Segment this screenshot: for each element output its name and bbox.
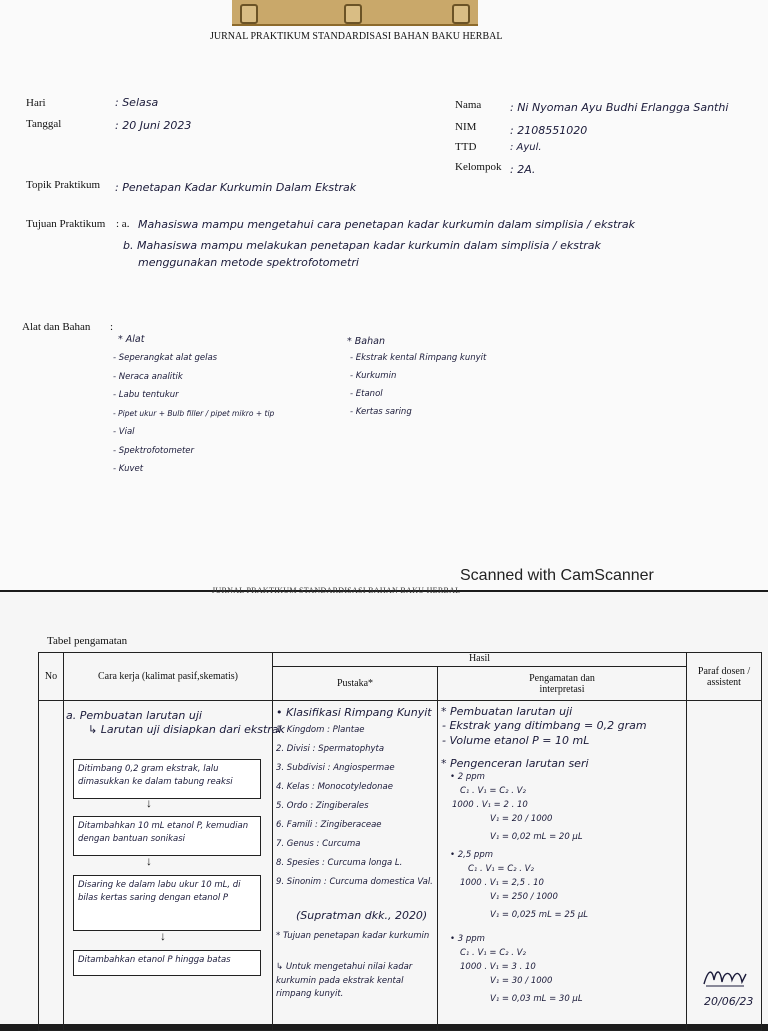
nim-label: NIM [455,121,477,133]
obs-line: - Volume etanol P = 10 mL [442,734,590,747]
pustaka-classification [276,725,436,907]
tujuan-b: b. Mahasiswa mampu melakukan penetapan kadar kurkumin dalam simplisia / ekstrak [123,239,601,252]
dilution-formula: 1000 . V₁ = 2,5 . 10 [460,878,544,888]
alat-bahan-colon: : [110,321,114,333]
topik-label: Topik Praktikum [26,179,101,191]
tujuan-a: Mahasiswa mampu mengetahui cara penetapan kadar kurkumin dalam simplisia / ekstrak [138,218,636,231]
classification-row: 7. Genus : Curcuma [276,839,361,849]
alat-item: - Neraca analitik [113,371,183,382]
dilution-result: V₁ = 0,03 mL = 30 µL [490,994,583,1004]
classification-row: 6. Famili : Zingiberaceae [276,820,382,830]
nama-value: : Ni Nyoman Ayu Budhi Erlangga Santhi [510,101,729,114]
header-no: No [39,653,64,701]
scanner-watermark: Scanned with CamScanner [460,567,654,584]
alat-item: - Pipet ukur + Bulb filler / pipet mikro + tip [113,408,275,418]
dilution-2-5ppm [450,850,680,924]
tanggal-label: Tanggal [26,118,62,130]
dilution-label: • 2,5 ppm [450,850,494,860]
dilution-result: V₁ = 0,025 mL = 25 µL [490,910,588,920]
tanggal-value: : 20 Juni 2023 [115,119,192,132]
classification-row: 1. Kingdom : Plantae [276,725,365,735]
cara-step-box: Ditimbang 0,2 gram ekstrak, lalu dimasukkan ke dalam tabung reaksi [73,759,261,799]
tujuan-label: Tujuan Praktikum [26,218,106,230]
header-pustaka: Pustaka* [273,667,438,701]
kelompok-value: : 2A. [510,163,536,176]
header-paraf [687,653,762,701]
cara-step-box: Ditambahkan 10 mL etanol P, kemudian dengan bantuan sonikasi [73,816,261,856]
alat-item: - Spektrofotometer [113,445,195,456]
alat-item: - Labu tentukur [113,390,179,400]
dilution-formula: C₁ . V₁ = C₂ . V₂ [460,786,526,796]
hari-label: Hari [26,97,46,109]
bahan-item: - Kertas saring [350,407,412,417]
classification-row: 5. Ordo : Zingiberales [276,801,369,811]
dilution-formula: C₁ . V₁ = C₂ . V₂ [460,948,526,958]
clipboard-clip [232,0,478,26]
cara-a-title: a. Pembuatan larutan uji [66,709,202,722]
dilution-formula: V₁ = 30 / 1000 [490,976,553,986]
classification-row: 8. Spesies : Curcuma longa L. [276,858,403,868]
journal-title: JURNAL PRAKTIKUM STANDARDISASI BAHAN BAKU HERBAL [210,31,503,42]
pustaka-citation: (Supratman dkk., 2020) [296,909,428,922]
cara-a-sub: ↳ Larutan uji disiapkan dari ekstrak [88,723,285,736]
ttd-label: TTD [455,141,477,153]
header-cara-kerja: Cara kerja (kalimat pasif,skematis) [64,653,273,701]
arrow-down-icon: ↓ [146,796,152,810]
kelompok-label: Kelompok [455,161,502,173]
bahan-item: - Kurkumin [350,371,397,381]
obs-heading-larutan-uji: * Pembuatan larutan uji [441,705,573,718]
dilution-3ppm [450,934,680,1008]
classification-row: 9. Sinonim : Curcuma domestica Val. [276,877,433,887]
cara-step-box: Disaring ke dalam labu ukur 10 mL, di bilas kertas saring dengan etanol P [73,875,261,931]
dilution-formula: V₁ = 20 / 1000 [490,814,553,824]
alat-item: - Kuvet [113,464,144,474]
alat-item: - Vial [113,427,135,437]
dilution-label: • 2 ppm [450,772,485,782]
classification-row: 4. Kelas : Monocotyledonae [276,782,393,792]
paraf-date: 20/06/23 [704,995,754,1008]
journal-page-2 [0,586,768,1024]
header-pengamatan [438,667,687,701]
dilution-formula: 1000 . V₁ = 3 . 10 [460,962,536,972]
topik-value: : Penetapan Kadar Kurkumin Dalam Ekstrak [115,181,357,194]
journal-title-cut: JURNAL PRAKTIKUM STANDARDISASI BAHAN BAKU HERBAL [212,586,461,595]
dilution-2ppm [450,772,680,846]
alat-item: - Seperangkat alat gelas [113,353,218,363]
paraf-signature [700,964,750,990]
bahan-item: - Etanol [350,389,383,399]
alat-bahan-label: Alat dan Bahan [22,321,91,333]
obs-line: - Ekstrak yang ditimbang = 0,2 gram [442,719,647,732]
pustaka-tujuan-heading: * Tujuan penetapan kadar kurkumin [276,931,430,941]
dilution-formula: C₁ . V₁ = C₂ . V₂ [468,864,534,874]
header-paraf-line1: Paraf dosen / [697,665,751,677]
arrow-down-icon: ↓ [160,929,166,943]
tujuan-b-continued: menggunakan metode spektrofotometri [138,256,359,269]
obs-heading-pengenceran: * Pengenceran larutan seri [441,757,589,770]
dilution-formula: 1000 . V₁ = 2 . 10 [452,800,528,810]
bahan-item: - Ekstrak kental Rimpang kunyit [350,353,487,363]
dilution-label: • 3 ppm [450,934,485,944]
alat-list [113,353,343,483]
dilution-result: V₁ = 0,02 mL = 20 µL [490,832,583,842]
bahan-list [350,353,550,425]
nim-value: : 2108551020 [510,124,588,137]
table-title: Tabel pengamatan [47,635,128,647]
hari-value: : Selasa [115,96,159,109]
dilution-formula: V₁ = 250 / 1000 [490,892,558,902]
no-cell [39,701,64,1031]
alat-heading: * Alat [118,334,145,345]
header-pengamatan-line1: Pengamatan dan [529,672,595,684]
header-paraf-line2: assistent [707,676,741,688]
header-hasil: Hasil [273,653,687,667]
arrow-down-icon: ↓ [146,854,152,868]
tujuan-prefix: : a. [116,218,130,230]
cara-kerja-cell [64,701,273,1031]
ttd-signature: : Ayul. [510,142,542,153]
cara-step-box: Ditambahkan etanol P hingga batas [73,950,261,976]
pustaka-heading: • Klasifikasi Rimpang Kunyit [276,706,432,719]
bahan-heading: * Bahan [347,336,385,347]
pustaka-tujuan-text: ↳ Untuk mengetahui nilai kadar kurkumin pada ekstrak kental rimpang kunyit. [276,962,413,1000]
classification-row: 3. Subdivisi : Angiospermae [276,763,395,773]
classification-row: 2. Divisi : Spermatophyta [276,744,385,754]
header-pengamatan-line2: interpretasi [539,683,585,695]
nama-label: Nama [455,99,482,111]
